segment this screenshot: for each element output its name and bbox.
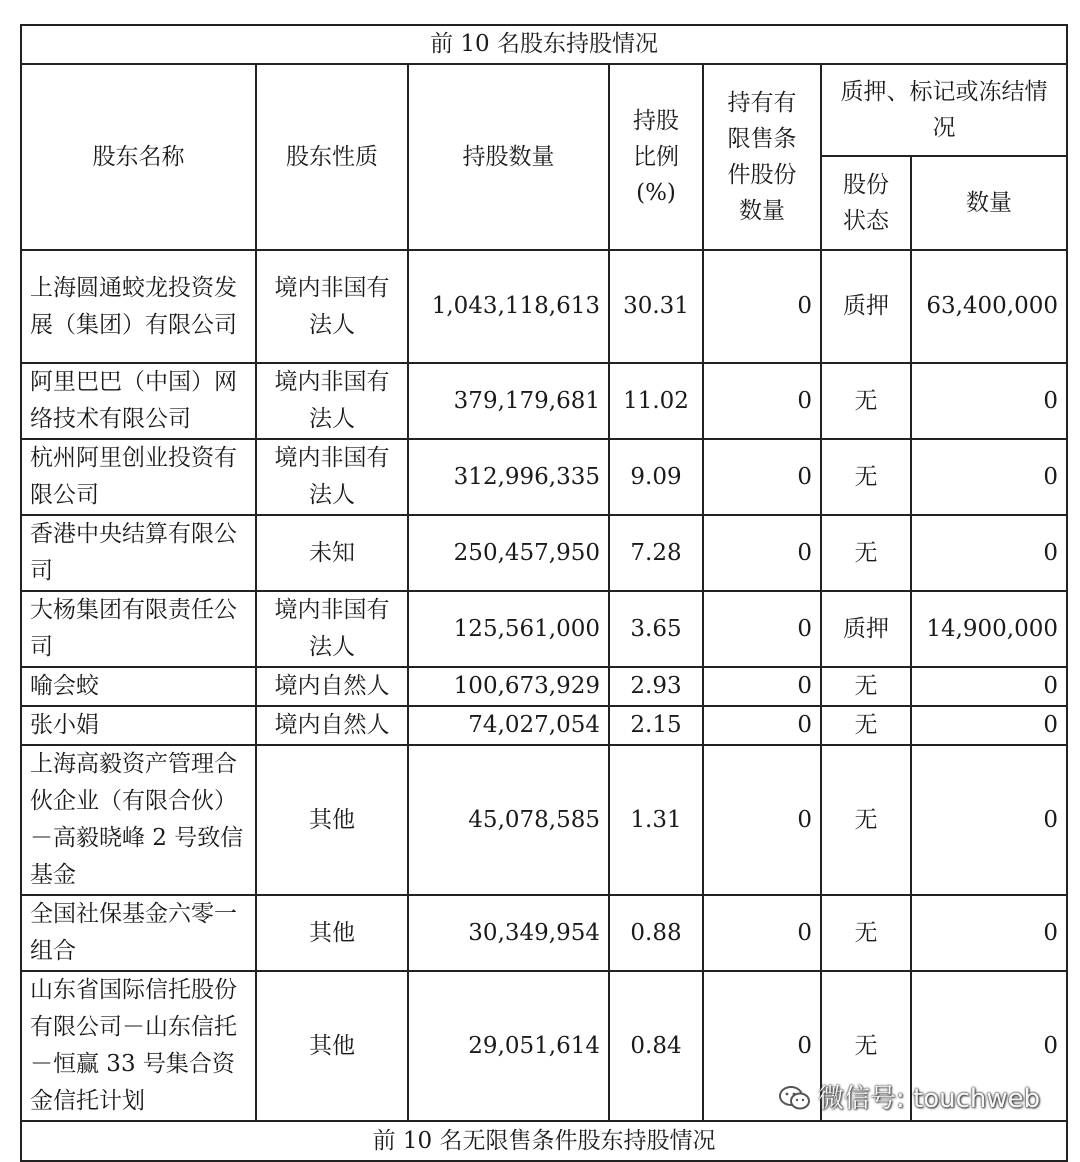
cell-quantity: 250,457,950: [408, 515, 609, 591]
cell-name: 张小娟: [21, 706, 256, 745]
cell-ratio: 2.15: [609, 706, 703, 745]
cell-quantity: 379,179,681: [408, 363, 609, 439]
cell-pledged: 0: [911, 667, 1067, 706]
cell-status: 质押: [821, 250, 911, 363]
cell-nature: 未知: [256, 515, 408, 591]
cell-ratio: 7.28: [609, 515, 703, 591]
table-body: [21, 25, 1067, 1161]
table-row: [21, 745, 1067, 895]
cell-ratio: 2.93: [609, 667, 703, 706]
cell-status: 质押: [821, 591, 911, 667]
cell-ratio: 9.09: [609, 439, 703, 515]
cell-name: 上海圆通蛟龙投资发展（集团）有限公司: [21, 250, 256, 363]
cell-ratio: 0.88: [609, 895, 703, 971]
cell-pledged: 14,900,000: [911, 591, 1067, 667]
cell-name: 全国社保基金六零一组合: [21, 895, 256, 971]
cell-pledged: 63,400,000: [911, 250, 1067, 363]
cell-name: 杭州阿里创业投资有限公司: [21, 439, 256, 515]
cell-name: 山东省国际信托股份有限公司－山东信托－恒赢 33 号集合资金信托计划: [21, 971, 256, 1121]
cell-quantity: 30,349,954: [408, 895, 609, 971]
cell-restricted: 0: [703, 363, 821, 439]
header-name: 股东名称: [21, 64, 256, 250]
table-row: [21, 591, 1067, 667]
table-row: [21, 706, 1067, 745]
cell-ratio: 0.84: [609, 971, 703, 1121]
cell-pledged: 0: [911, 706, 1067, 745]
cell-nature: 境内非国有法人: [256, 250, 408, 363]
cell-status: 无: [821, 363, 911, 439]
cell-ratio: 30.31: [609, 250, 703, 363]
cell-pledged: 0: [911, 363, 1067, 439]
wechat-watermark: [778, 1078, 1040, 1115]
cell-name: 香港中央结算有限公司: [21, 515, 256, 591]
cell-pledged: 0: [911, 439, 1067, 515]
cell-nature: 其他: [256, 971, 408, 1121]
cell-restricted: 0: [703, 971, 821, 1121]
cell-quantity: 100,673,929: [408, 667, 609, 706]
cell-status: 无: [821, 667, 911, 706]
cell-restricted: 0: [703, 745, 821, 895]
cell-restricted: 0: [703, 706, 821, 745]
watermark-text: 微信号: touchweb: [818, 1084, 1041, 1114]
cell-pledged: 0: [911, 515, 1067, 591]
cell-quantity: 29,051,614: [408, 971, 609, 1121]
cell-pledged: 0: [911, 745, 1067, 895]
header-ratio: 持股比例(%): [609, 64, 703, 250]
cell-nature: 境内非国有法人: [256, 363, 408, 439]
table-title: 前 10 名股东持股情况: [21, 25, 1067, 64]
cell-pledged: 0: [911, 971, 1067, 1121]
cell-status: 无: [821, 439, 911, 515]
cell-restricted: 0: [703, 439, 821, 515]
cell-pledged: 0: [911, 895, 1067, 971]
cell-quantity: 74,027,054: [408, 706, 609, 745]
cell-name: 大杨集团有限责任公司: [21, 591, 256, 667]
cell-nature: 其他: [256, 895, 408, 971]
cell-quantity: 125,561,000: [408, 591, 609, 667]
cell-restricted: 0: [703, 591, 821, 667]
cell-ratio: 11.02: [609, 363, 703, 439]
cell-quantity: 1,043,118,613: [408, 250, 609, 363]
cell-nature: 境内自然人: [256, 706, 408, 745]
table-row: [21, 363, 1067, 439]
cell-nature: 境内自然人: [256, 667, 408, 706]
cell-status: 无: [821, 515, 911, 591]
table-row: [21, 895, 1067, 971]
table-row: [21, 515, 1067, 591]
cell-nature: 其他: [256, 745, 408, 895]
header-nature: 股东性质: [256, 64, 408, 250]
cell-restricted: 0: [703, 515, 821, 591]
cell-name: 阿里巴巴（中国）网络技术有限公司: [21, 363, 256, 439]
table-row: [21, 439, 1067, 515]
table-row: [21, 250, 1067, 363]
header-quantity: 持股数量: [408, 64, 609, 250]
cell-quantity: 312,996,335: [408, 439, 609, 515]
cell-restricted: 0: [703, 667, 821, 706]
cell-name: 上海高毅资产管理合伙企业（有限合伙）－高毅晓峰 2 号致信基金: [21, 745, 256, 895]
cell-ratio: 1.31: [609, 745, 703, 895]
cell-ratio: 3.65: [609, 591, 703, 667]
cell-status: 无: [821, 895, 911, 971]
cell-name: 喻会蛟: [21, 667, 256, 706]
cell-restricted: 0: [703, 895, 821, 971]
footer-title: 前 10 名无限售条件股东持股情况: [21, 1121, 1067, 1161]
wechat-icon: [778, 1085, 812, 1111]
cell-status: 无: [821, 745, 911, 895]
cell-nature: 境内非国有法人: [256, 591, 408, 667]
header-restricted: 持有有限售条件股份数量: [703, 64, 821, 250]
cell-restricted: 0: [703, 250, 821, 363]
header-pledge-status: 股份状态: [821, 156, 911, 250]
header-pledge-qty: 数量: [911, 156, 1067, 250]
table-row: [21, 667, 1067, 706]
shareholders-table: [20, 24, 1068, 1162]
cell-quantity: 45,078,585: [408, 745, 609, 895]
cell-nature: 境内非国有法人: [256, 439, 408, 515]
cell-status: 无: [821, 706, 911, 745]
header-pledge-group: 质押、标记或冻结情况: [821, 64, 1067, 156]
cell-status: 无: [821, 971, 911, 1121]
